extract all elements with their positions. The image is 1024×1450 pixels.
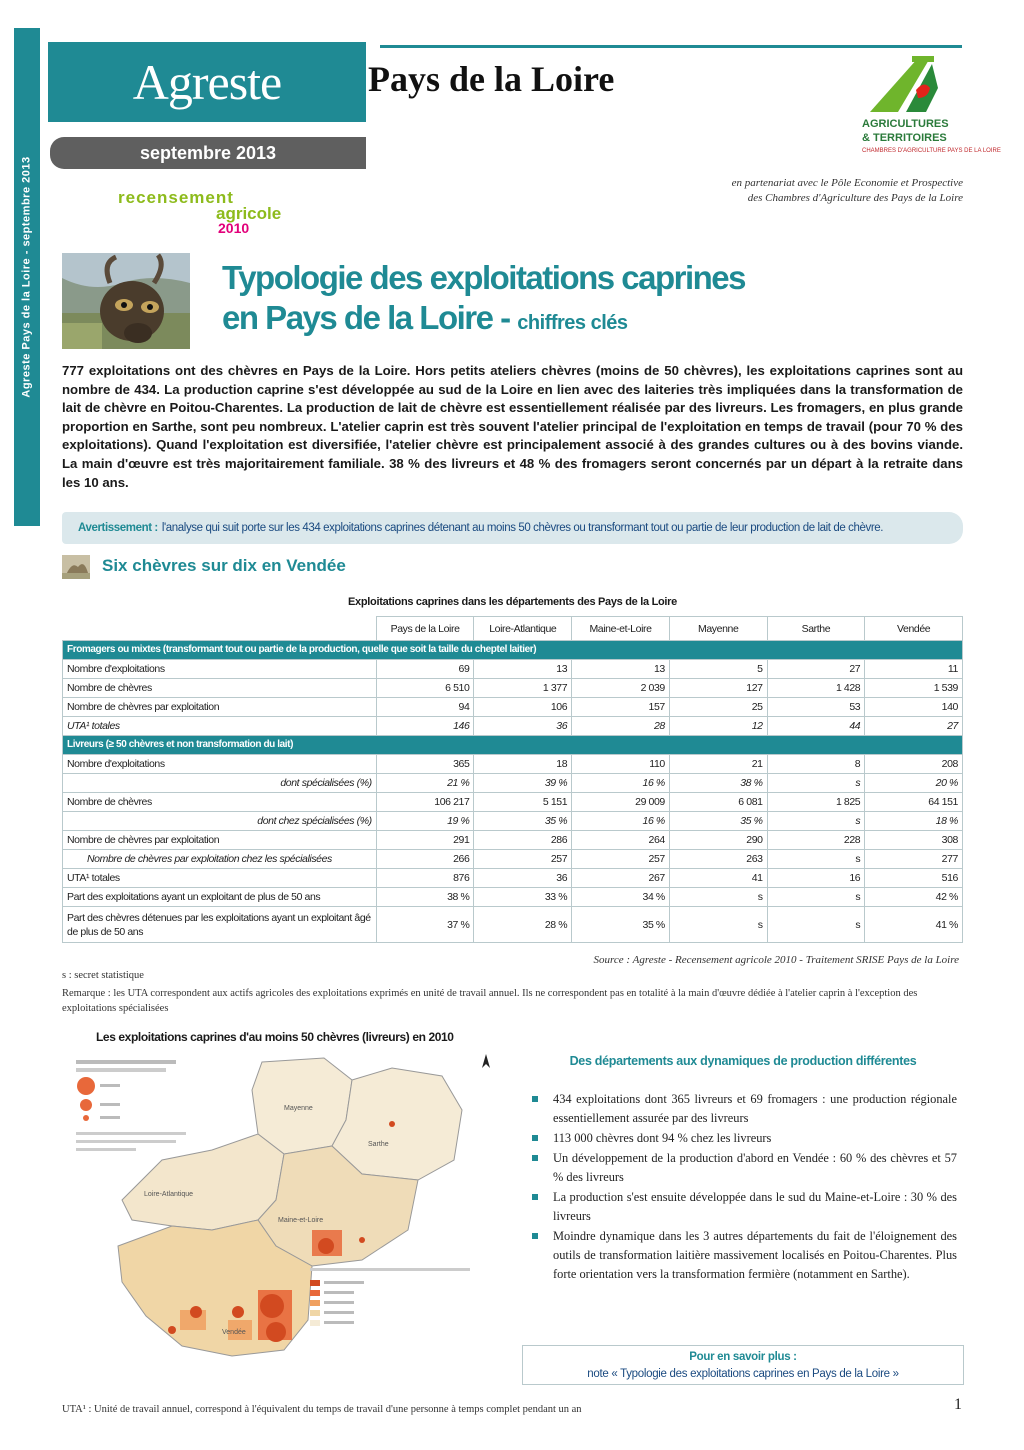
table-cell: 36 <box>474 869 572 888</box>
list-item: Moindre dynamique dans les 3 autres départements du fait de l'éloignement des outils de transformation laitière massivement localisés en Poitou-Charentes. Plus forte orientation vers la transformation fermière (notamment en Sarthe). <box>530 1227 957 1284</box>
table-cell: 35 % <box>669 812 767 831</box>
table-cell: 1 428 <box>767 679 865 698</box>
table-row-label: dont chez spécialisées (%) <box>63 812 377 831</box>
table-cell: 266 <box>376 850 474 869</box>
table-cell: 257 <box>474 850 572 869</box>
map-label-loire-atlantique: Loire-Atlantique <box>144 1191 194 1198</box>
table-cell: 291 <box>376 831 474 850</box>
partnership-line2: des Chambres d'Agriculture des Pays de la Loire <box>747 192 963 204</box>
table-cell: 16 % <box>572 774 670 793</box>
table-cell: 286 <box>474 831 572 850</box>
dynamics-title: Des départements aux dynamiques de production différentes <box>569 1054 917 1068</box>
list-item: 434 exploitations dont 365 livreurs et 69 fromagers : une production régionale essentiellement assurée par des livreurs <box>530 1090 957 1128</box>
table-cell: 12 <box>669 717 767 736</box>
table-row-label: Nombre de chèvres <box>63 679 377 698</box>
header-rule <box>380 45 962 48</box>
partner-logo-line3: CHAMBRES D'AGRICULTURE PAYS DE LA LOIRE <box>862 148 1001 154</box>
ra-logo-line2: agricole <box>216 204 282 223</box>
table-cell: 21 <box>669 755 767 774</box>
table-cell: 6 510 <box>376 679 474 698</box>
table-cell: 53 <box>767 698 865 717</box>
warning-text: l'analyse qui suit porte sur les 434 exploitations caprines détenant au moins 50 chèvres ou transformant tout ou partie de leur production de lait de chèvre. <box>161 522 884 534</box>
publication-date: septembre 2013 <box>50 137 366 169</box>
table-column-header: Pays de la Loire <box>376 617 474 641</box>
table-cell: 19 % <box>376 812 474 831</box>
table-cell: 263 <box>669 850 767 869</box>
table-cell: 257 <box>572 850 670 869</box>
table-row-label: Part des exploitations ayant un exploitant de plus de 50 ans <box>63 888 377 907</box>
table-cell: 20 % <box>865 774 963 793</box>
ra-logo-line3: 2010 <box>218 220 250 236</box>
table-cell: 34 % <box>572 888 670 907</box>
table-cell: 35 % <box>474 812 572 831</box>
title-line1: Typologie des exploitations caprines <box>222 259 746 296</box>
ra-logo-line1: recensement <box>118 188 234 207</box>
table-cell: 110 <box>572 755 670 774</box>
table-cell: 28 % <box>474 907 572 943</box>
table-cell: 42 % <box>865 888 963 907</box>
table-row <box>63 869 963 888</box>
map-title: Les exploitations caprines d'au moins 50 chèvres (livreurs) en 2010 <box>96 1030 454 1044</box>
document-title <box>222 258 745 343</box>
table-cell: 146 <box>376 717 474 736</box>
table-cell: 267 <box>572 869 670 888</box>
north-arrow-icon <box>482 1054 490 1068</box>
recensement-agricole-logo <box>118 188 308 240</box>
table-cell: 1 825 <box>767 793 865 812</box>
partnership-line1: en partenariat avec le Pôle Economie et Prospective <box>731 177 963 189</box>
table-column-header: Vendée <box>865 617 963 641</box>
source-note: Source : Agreste - Recensement agricole 2010 - Traitement SRISE Pays de la Loire <box>593 954 959 966</box>
partner-logo-line1: AGRICULTURES <box>862 118 949 130</box>
table-group-label: Livreurs (≥ 50 chèvres et non transformation du lait) <box>63 736 963 755</box>
table-header-row <box>63 617 963 641</box>
uta-footnote: UTA¹ : Unité de travail annuel, correspond à l'équivalent du temps de travail d'une personne à temps complet pendant un an <box>62 1404 582 1415</box>
table-cell: 39 % <box>474 774 572 793</box>
table-header-blank <box>63 617 377 641</box>
page-number: 1 <box>954 1396 962 1413</box>
table-row <box>63 907 963 943</box>
intro-paragraph: 777 exploitations ont des chèvres en Pays de la Loire. Hors petits ateliers chèvres (moins de 50 chèvres), les exploitations caprines sont au nombre de 434. La production caprine s'est développée au sud de la Loire en lien avec des laiteries très impliquées dans la transformation de lait de chèvre en Poitou-Charentes. La production de lait de chèvre est essentiellement réalisée par des livreurs. Les fromagers, en plus grande proportion en Sarthe, sont peu nombreux. L'atelier caprin est très souvent l'atelier principal de l'exploitation en temps de travail (pour 70 % des exploitations). Quand l'exploitation est diversifiée, l'atelier chèvre est principalement associé à des grandes cultures ou à des bovins viande. La main d'œuvre est très majoritairement familiale. 38 % des livreurs et 48 % des fromagers seront concernés par un départ à la retraite dans les 10 ans. <box>62 363 963 490</box>
agreste-logo <box>48 42 366 122</box>
table-cell: 21 % <box>376 774 474 793</box>
list-item: 113 000 chèvres dont 94 % chez les livreurs <box>530 1129 957 1148</box>
table-cell: 38 % <box>376 888 474 907</box>
title-line2-sub: chiffres clés <box>517 312 628 334</box>
table-row-label: Nombre d'exploitations <box>63 660 377 679</box>
partnership-note <box>560 176 963 206</box>
table-row <box>63 679 963 698</box>
goat-photo <box>62 253 190 349</box>
table-cell: 41 % <box>865 907 963 943</box>
table-cell: 13 <box>572 660 670 679</box>
table-column-header: Maine-et-Loire <box>572 617 670 641</box>
table-cell: 157 <box>572 698 670 717</box>
title-line2 <box>222 298 745 343</box>
table-cell: 290 <box>669 831 767 850</box>
table-cell: 8 <box>767 755 865 774</box>
table-row <box>63 793 963 812</box>
table-row-label: Part des chèvres détenues par les exploitations ayant un exploitant âgé de plus de 50 ans <box>63 907 377 943</box>
table-cell: s <box>669 888 767 907</box>
table-cell: 38 % <box>669 774 767 793</box>
table-cell: 18 <box>474 755 572 774</box>
table-cell: 13 <box>474 660 572 679</box>
table-cell: 6 081 <box>669 793 767 812</box>
secret-note: s : secret statistique <box>62 970 144 981</box>
table-cell: 308 <box>865 831 963 850</box>
partner-logo-line2: & TERRITOIRES <box>862 132 947 144</box>
section-title: Six chèvres sur dix en Vendée <box>102 556 346 575</box>
table-cell: s <box>767 907 865 943</box>
table-group-row <box>63 736 963 755</box>
title-line2-main: en Pays de la Loire - <box>222 299 518 336</box>
table-cell: 33 % <box>474 888 572 907</box>
table-row <box>63 850 963 869</box>
logo-text: Agreste <box>132 54 282 110</box>
table-cell: 106 217 <box>376 793 474 812</box>
more-info-box <box>522 1345 964 1385</box>
table-cell: s <box>767 888 865 907</box>
table-cell: 516 <box>865 869 963 888</box>
table-row <box>63 660 963 679</box>
table-cell: 264 <box>572 831 670 850</box>
table-cell: 69 <box>376 660 474 679</box>
table-cell: 36 <box>474 717 572 736</box>
map-label-vendee: Vendée <box>222 1329 246 1336</box>
table-cell: 106 <box>474 698 572 717</box>
table-cell: 876 <box>376 869 474 888</box>
table-cell: 1 377 <box>474 679 572 698</box>
chambres-logo-icon <box>862 54 964 116</box>
table-cell: 16 % <box>572 812 670 831</box>
table-cell: 64 151 <box>865 793 963 812</box>
table-cell: 28 <box>572 717 670 736</box>
table-cell: 35 % <box>572 907 670 943</box>
table-cell: s <box>669 907 767 943</box>
table-cell: 37 % <box>376 907 474 943</box>
table-row <box>63 755 963 774</box>
table-row <box>63 831 963 850</box>
table-row <box>63 717 963 736</box>
goat-thumbnail-icon <box>62 555 90 579</box>
table-cell: 16 <box>767 869 865 888</box>
table-cell: 140 <box>865 698 963 717</box>
table-row-label: Nombre de chèvres par exploitation <box>63 698 377 717</box>
table-cell: 1 539 <box>865 679 963 698</box>
more-info-link[interactable]: note « Typologie des exploitations caprines en Pays de la Loire » <box>587 1368 899 1380</box>
table-cell: 27 <box>767 660 865 679</box>
table-row-label: UTA¹ totales <box>63 869 377 888</box>
map-label-mayenne: Mayenne <box>284 1105 313 1112</box>
more-info-title: Pour en savoir plus : <box>689 1351 797 1363</box>
table-column-header: Mayenne <box>669 617 767 641</box>
table-cell: s <box>767 812 865 831</box>
table-row <box>63 774 963 793</box>
goat-farms-map <box>62 1050 502 1370</box>
table-column-header: Sarthe <box>767 617 865 641</box>
table-row <box>63 698 963 717</box>
sidebar-label: Agreste Pays de la Loire - septembre 2013 <box>21 156 33 398</box>
table-row <box>63 888 963 907</box>
table-cell: 277 <box>865 850 963 869</box>
table-cell: 11 <box>865 660 963 679</box>
table-title: Exploitations caprines dans les départements des Pays de la Loire <box>348 596 677 608</box>
remark-note: Remarque : les UTA correspondent aux actifs agricoles des exploitations exprimés en unité de travail annuel. Ils ne correspondent pas en totalité à la main d'œuvre dédiée à l'atelier caprin à l'exception des exploitations spécialisées <box>62 988 918 1014</box>
table-cell: 44 <box>767 717 865 736</box>
table-row-label: Nombre d'exploitations <box>63 755 377 774</box>
warning-box <box>62 512 963 544</box>
table-row-label: Nombre de chèvres par exploitation <box>63 831 377 850</box>
table-cell: 5 151 <box>474 793 572 812</box>
chambres-agriculture-logo <box>862 54 1001 164</box>
table-cell: 228 <box>767 831 865 850</box>
region-title: Pays de la Loire <box>368 59 615 99</box>
table-cell: 18 % <box>865 812 963 831</box>
table-group-row <box>63 641 963 660</box>
table-cell: 208 <box>865 755 963 774</box>
list-item: Un développement de la production d'abord en Vendée : 60 % des chèvres et 57 % des livreurs <box>530 1149 957 1187</box>
table-cell: s <box>767 850 865 869</box>
table-cell: 94 <box>376 698 474 717</box>
map-label-sarthe: Sarthe <box>368 1141 389 1148</box>
table-cell: s <box>767 774 865 793</box>
list-item: La production s'est ensuite développée dans le sud du Maine-et-Loire : 30 % des livreurs <box>530 1188 957 1226</box>
table-row-label: Nombre de chèvres par exploitation chez les spécialisées <box>63 850 377 869</box>
exploitations-table <box>62 616 963 943</box>
table-cell: 41 <box>669 869 767 888</box>
table-row <box>63 812 963 831</box>
dynamics-list <box>530 1090 957 1285</box>
map-label-maine-et-loire: Maine-et-Loire <box>278 1217 324 1224</box>
warning-label: Avertissement : <box>78 522 158 534</box>
table-cell: 127 <box>669 679 767 698</box>
table-row-label: UTA¹ totales <box>63 717 377 736</box>
table-row-label: dont spécialisées (%) <box>63 774 377 793</box>
table-cell: 27 <box>865 717 963 736</box>
table-cell: 25 <box>669 698 767 717</box>
table-cell: 5 <box>669 660 767 679</box>
table-cell: 29 009 <box>572 793 670 812</box>
table-cell: 2 039 <box>572 679 670 698</box>
table-column-header: Loire-Atlantique <box>474 617 572 641</box>
table-row-label: Nombre de chèvres <box>63 793 377 812</box>
table-cell: 365 <box>376 755 474 774</box>
table-group-label: Fromagers ou mixtes (transformant tout ou partie de la production, quelle que soit la taille du cheptel laitier) <box>63 641 963 660</box>
